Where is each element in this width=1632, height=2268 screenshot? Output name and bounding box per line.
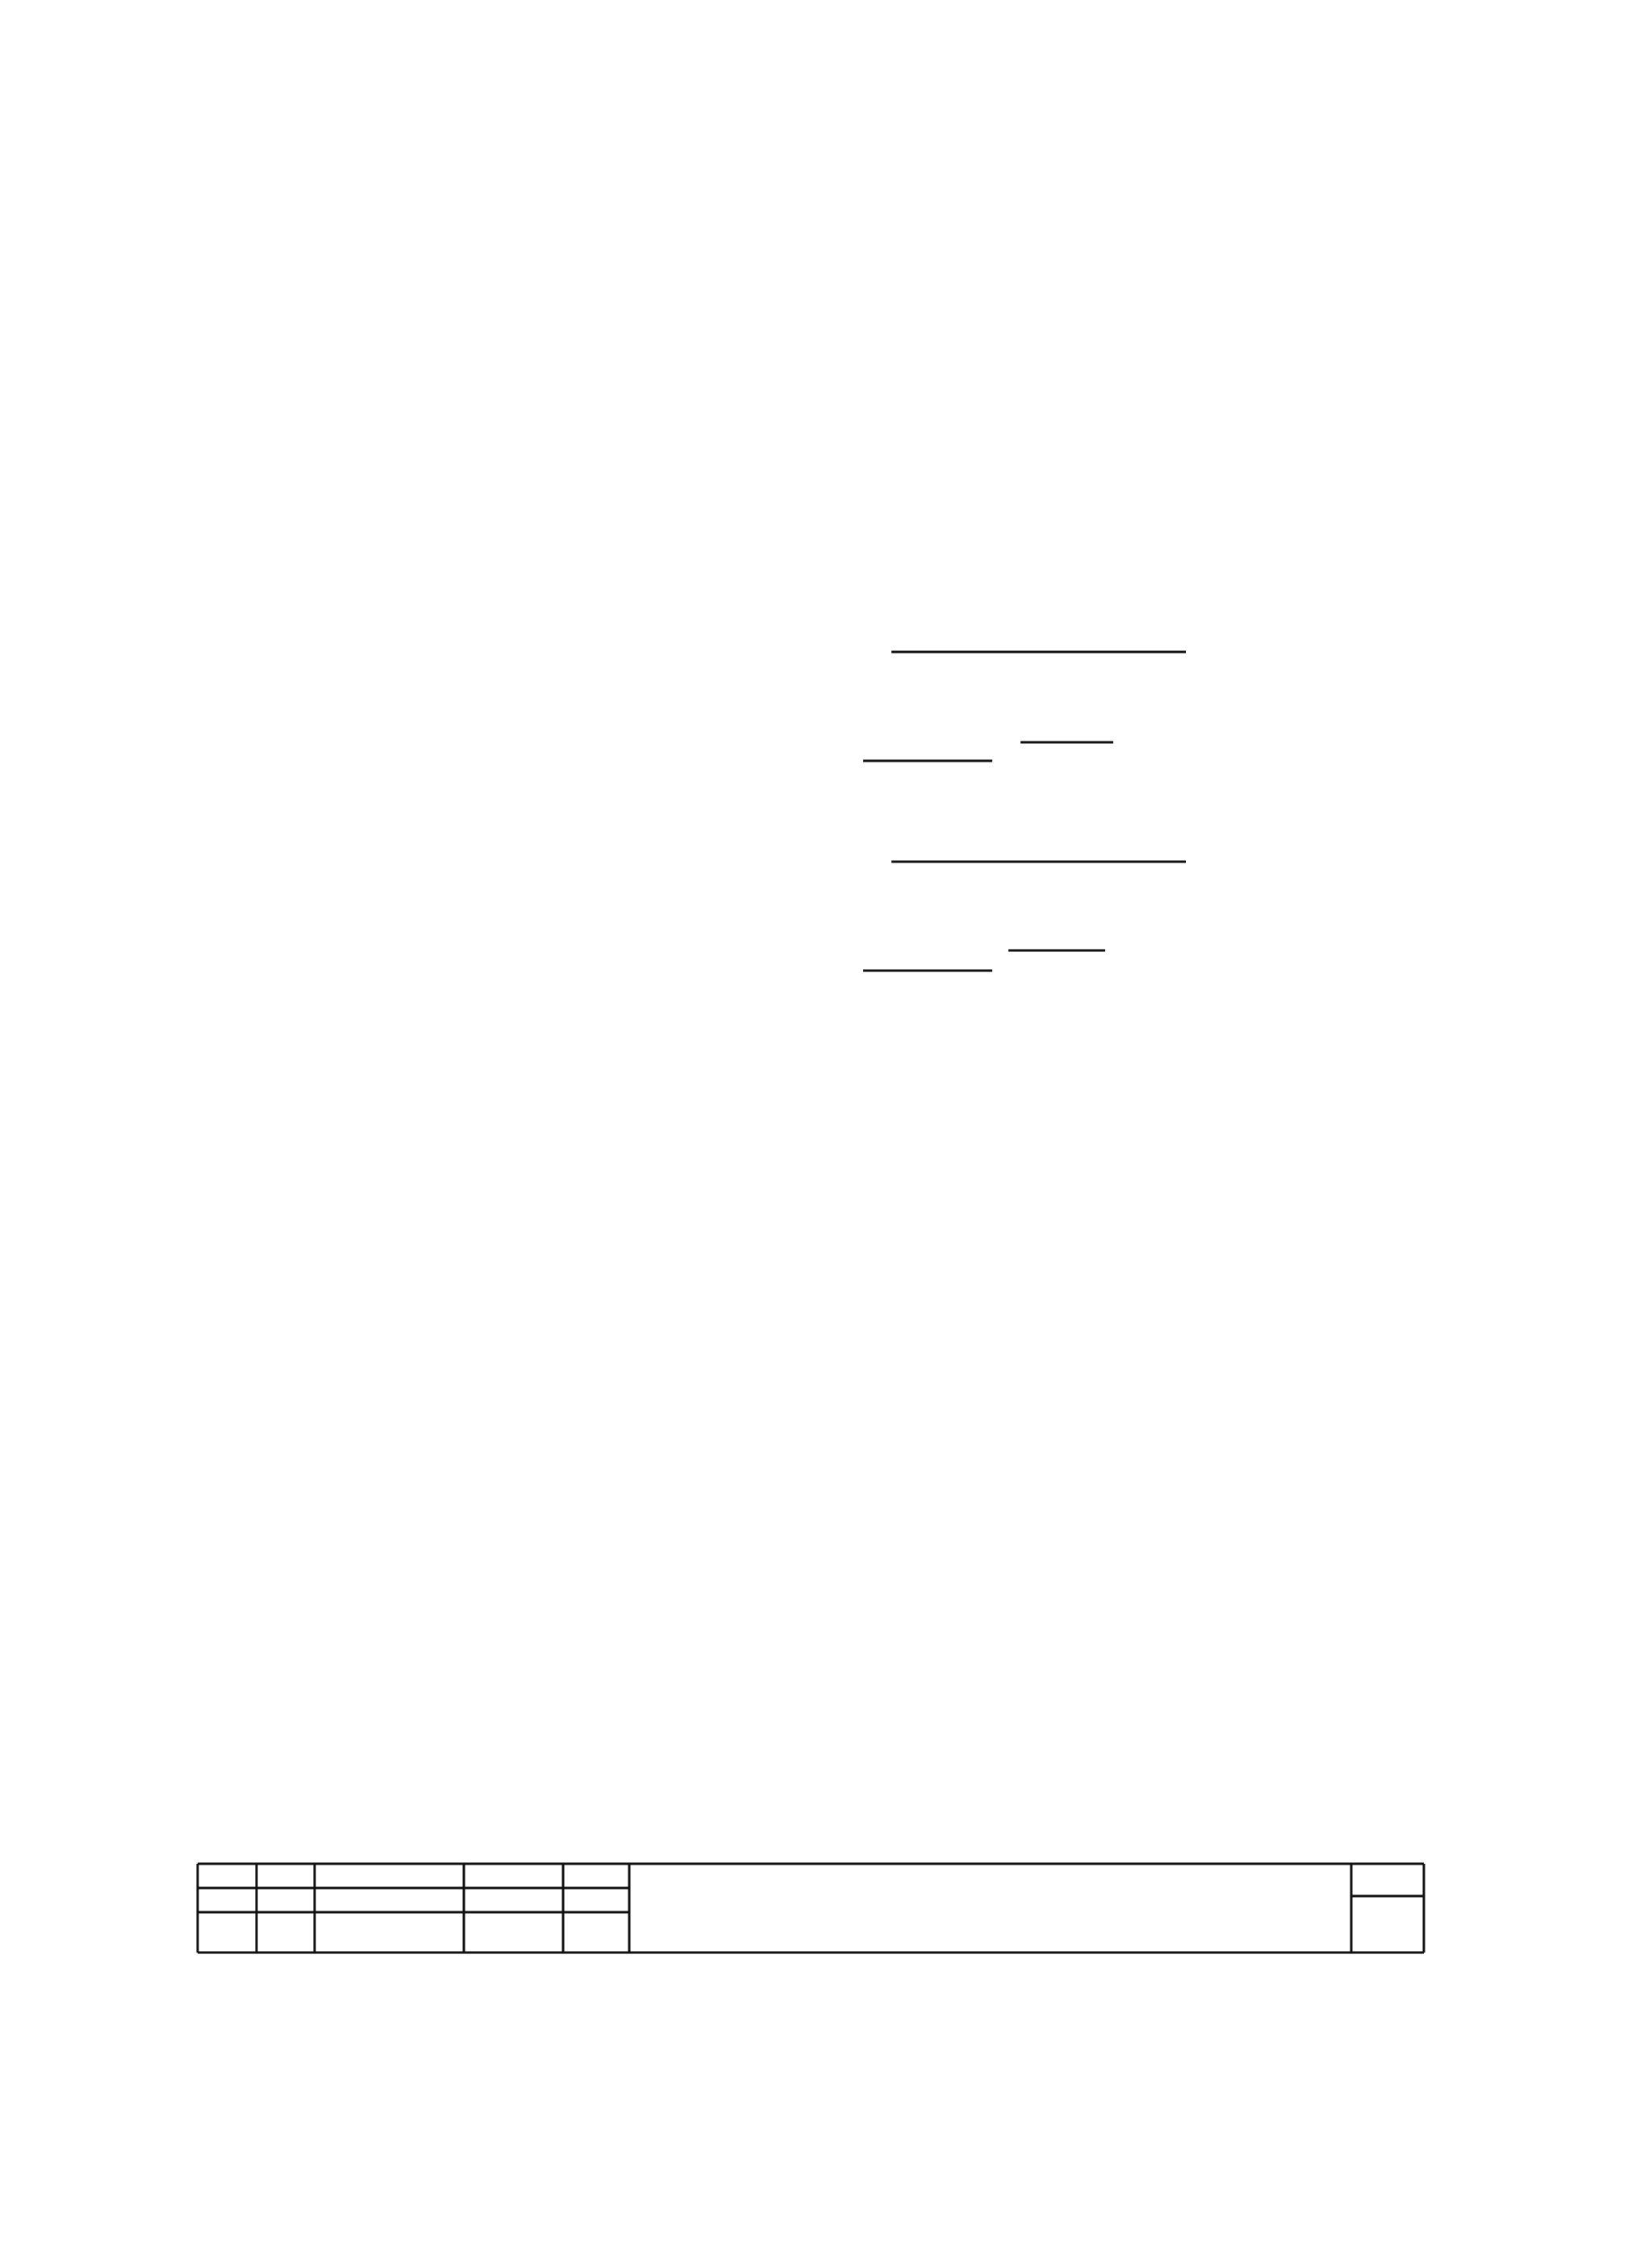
pipe-spec-2 — [863, 862, 1186, 971]
pipe-spec-1 — [863, 652, 1186, 761]
title-block — [198, 1864, 1424, 1953]
